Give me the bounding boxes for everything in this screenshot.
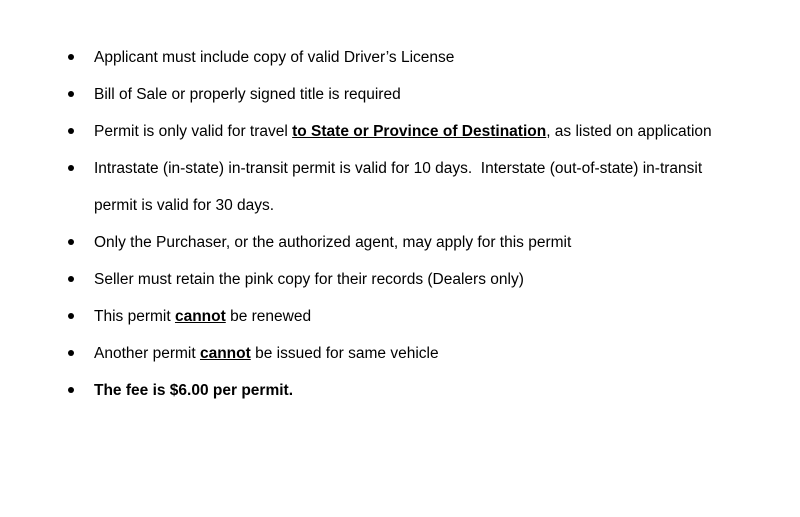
list-item — [94, 224, 774, 261]
bullet-icon — [68, 239, 74, 245]
item-text: Only the Purchaser, or the authorized agent, may apply for this permit — [94, 234, 572, 251]
item-text-post: be issued for same vehicle — [250, 345, 439, 362]
bullet-icon — [68, 91, 74, 97]
destination-emphasis: to State or Province of Destination — [292, 123, 547, 140]
list-item — [94, 261, 774, 298]
fee-text: The fee is $6.00 per permit. — [94, 382, 294, 399]
bullet-icon — [68, 387, 74, 393]
item-text-pre: This permit — [94, 308, 175, 325]
list-item — [94, 39, 774, 76]
list-item — [94, 150, 774, 224]
list-item — [94, 76, 774, 113]
item-text-pre: Permit is only valid for travel — [94, 123, 293, 140]
list-item — [94, 335, 774, 372]
bullet-icon — [68, 54, 74, 60]
item-text-line1: Intrastate (in-state) in-transit permit is valid for 10 days. Interstate (out-of-state) in-transit — [94, 160, 703, 177]
bullet-icon — [68, 350, 74, 356]
item-text-post: , as listed on application — [546, 123, 712, 140]
item-text-line2: permit is valid for 30 days. — [94, 197, 275, 214]
item-text: Applicant must include copy of valid Driver’s License — [94, 49, 455, 66]
bullet-icon — [68, 128, 74, 134]
bullet-icon — [68, 313, 74, 319]
list-item — [94, 372, 774, 409]
bullet-icon — [68, 165, 74, 171]
item-text-pre: Another permit — [94, 345, 200, 362]
item-text-post: be renewed — [225, 308, 312, 325]
list-item — [94, 298, 774, 335]
list-item — [94, 113, 774, 150]
item-text: Bill of Sale or properly signed title is required — [94, 86, 401, 103]
item-text: Seller must retain the pink copy for their records (Dealers only) — [94, 271, 524, 288]
cannot-emphasis: cannot — [174, 308, 226, 325]
bullet-icon — [68, 276, 74, 282]
cannot-emphasis: cannot — [199, 345, 251, 362]
